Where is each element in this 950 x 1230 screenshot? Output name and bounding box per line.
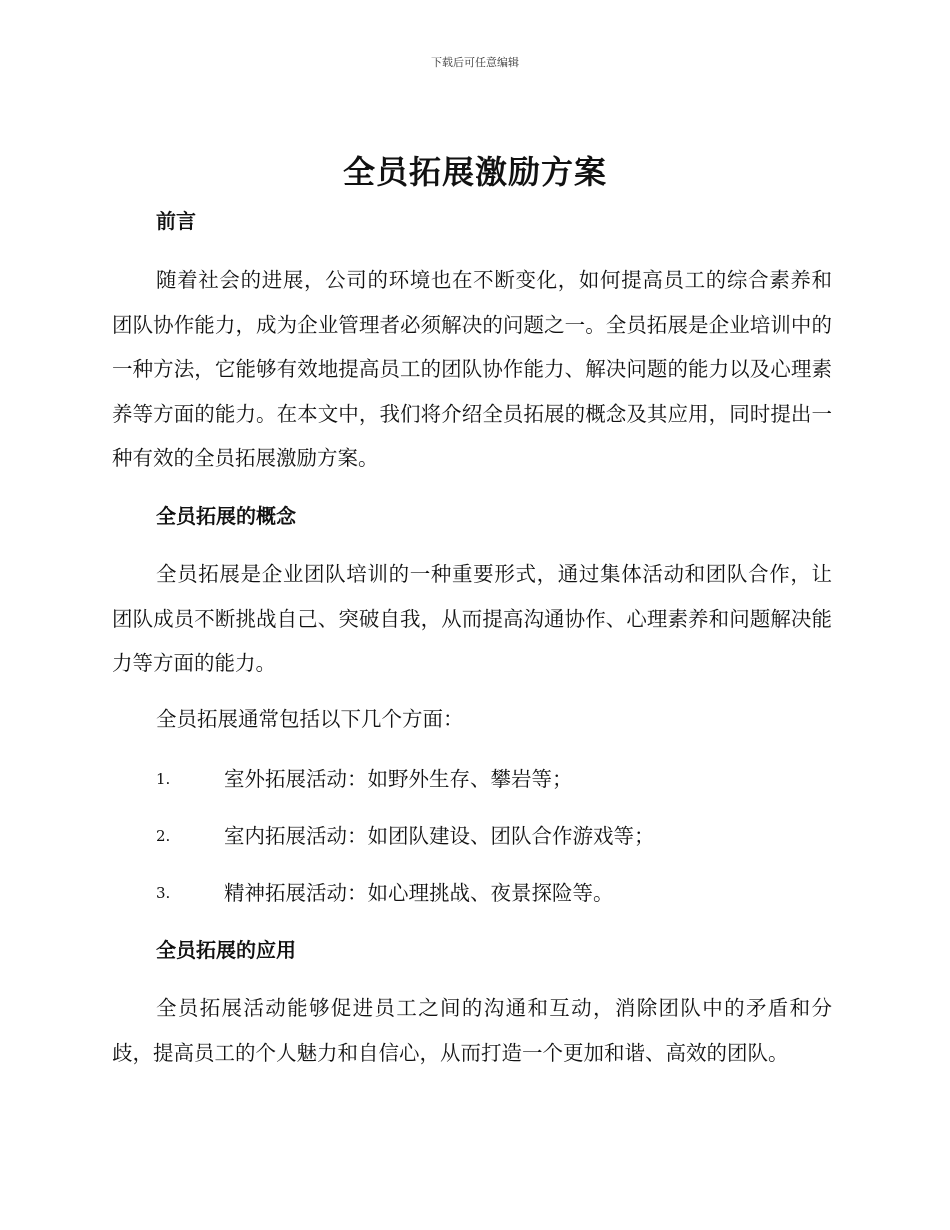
list-item bbox=[156, 878, 836, 908]
section-heading-application: 全员拓展的应用 bbox=[156, 938, 296, 962]
list-item-text: 室外拓展活动：如野外生存、攀岩等； bbox=[224, 767, 573, 791]
list-item bbox=[156, 821, 836, 851]
preface-paragraph: 随着社会的进展，公司的环境也在不断变化，如何提高员工的综合素养和团队协作能力，成为企业管理者必须解决的问题之一。全员拓展是企业培训中的一种方法，它能够有效地提高员工的团队协作能力、解决问题的能力以及心理素养等方面的能力。在本文中，我们将介绍全员拓展的概念及其应用，同时提出一种有效的全员拓展激励方案。 bbox=[112, 268, 832, 470]
section-heading-concept: 全员拓展的概念 bbox=[156, 504, 296, 528]
concept-paragraph: 全员拓展是企业团队培训的一种重要形式，通过集体活动和团队合作，让团队成员不断挑战自己、突破自我，从而提高沟通协作、心理素养和问题解决能力等方面的能力。 bbox=[112, 562, 832, 675]
list-item bbox=[156, 764, 836, 794]
list-item-text: 精神拓展活动：如心理挑战、夜景探险等。 bbox=[224, 881, 614, 905]
section-heading-preface: 前言 bbox=[156, 209, 196, 233]
list-item-number: 1. bbox=[156, 770, 171, 788]
concept-list-intro: 全员拓展通常包括以下几个方面： bbox=[156, 707, 464, 731]
application-paragraph: 全员拓展活动能够促进员工之间的沟通和互动，消除团队中的矛盾和分歧，提高员工的个人魅力和自信心，从而打造一个更加和谐、高效的团队。 bbox=[112, 996, 832, 1065]
list-item-number: 2. bbox=[156, 827, 171, 845]
header-note: 下载后可任意编辑 bbox=[431, 56, 519, 69]
list-item-text: 室内拓展活动：如团队建设、团队合作游戏等； bbox=[224, 824, 655, 848]
document-title: 全员拓展激励方案 bbox=[342, 153, 607, 191]
list-item-number: 3. bbox=[156, 884, 171, 902]
